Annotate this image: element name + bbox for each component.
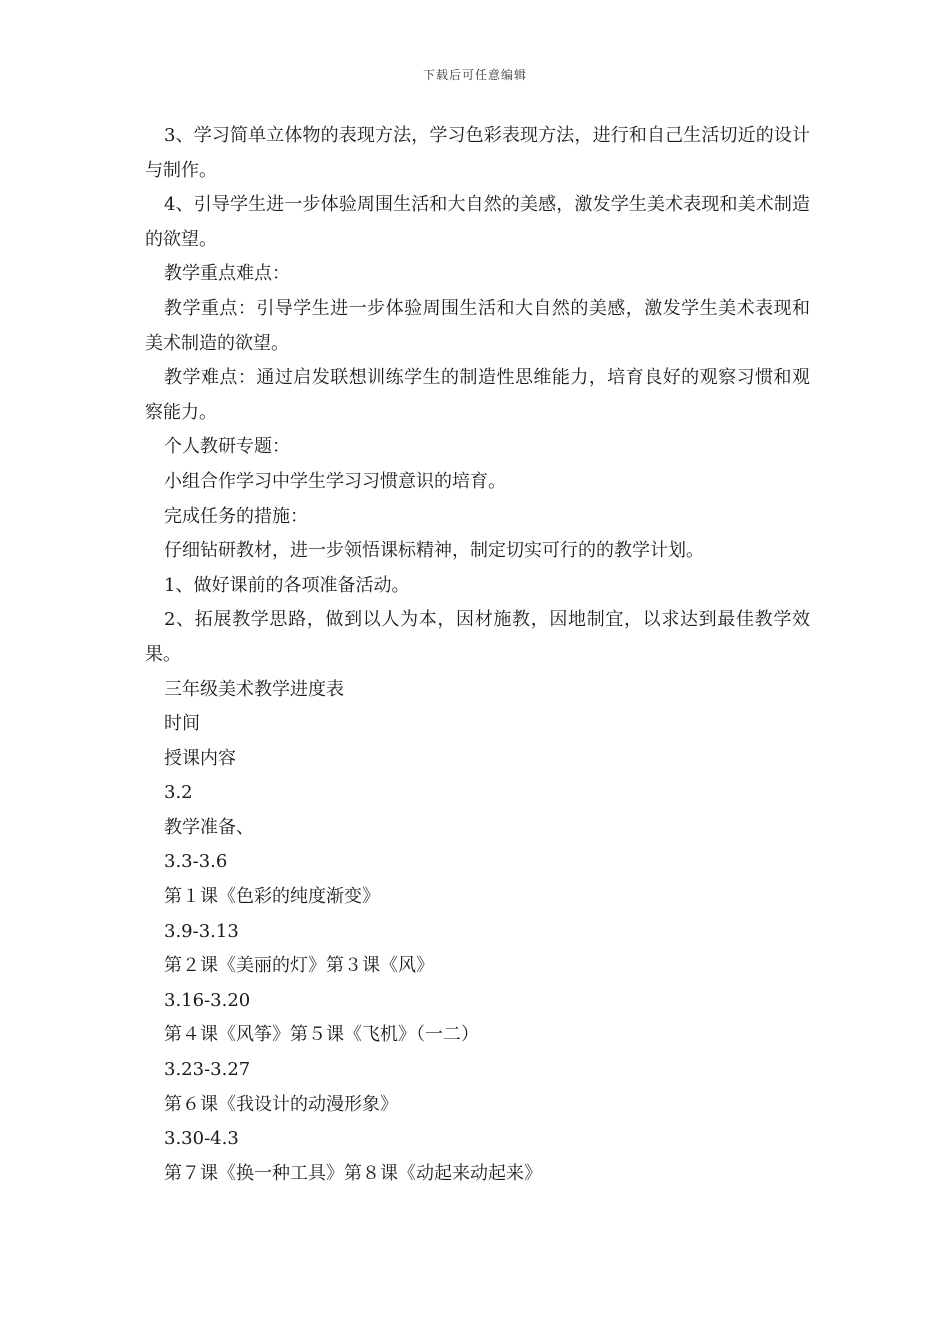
paragraph-measures-intro: 仔细钻研教材，进一步领悟课标精神，制定切实可行的的教学计划。 xyxy=(164,540,704,562)
schedule-content: 第２课《美丽的灯》第３课《风》 xyxy=(164,955,434,977)
heading-key-difficult-points: 教学重点难点： xyxy=(164,263,290,285)
paragraph-research-topic: 小组合作学习中学生学习习惯意识的培育。 xyxy=(164,470,506,492)
heading-research-topic: 个人教研专题： xyxy=(164,436,290,458)
schedule-content: 第７课《换一种工具》第８课《动起来动起来》 xyxy=(164,1162,542,1184)
schedule-content: 第１课《色彩的纯度渐变》 xyxy=(164,886,380,908)
schedule-content: 第４课《风筝》第５课《飞机》（一二） xyxy=(164,1024,479,1046)
schedule-header-time: 时间 xyxy=(164,713,200,735)
schedule-content: 第６课《我设计的动漫形象》 xyxy=(164,1093,398,1115)
schedule-content: 教学准备、 xyxy=(164,816,254,838)
schedule-time: 3.23-3.27 xyxy=(164,1059,251,1081)
paragraph-key-point: 教学重点：引导学生进一步体验周围生活和大自然的美感，激发学生美术表现和美术制造的欲望。 xyxy=(145,297,810,354)
paragraph-difficult-point: 教学难点：通过启发联想训练学生的制造性思维能力，培育良好的观察习惯和观察能力。 xyxy=(145,367,810,423)
paragraph-goal-4: 4、引导学生进一步体验周围生活和大自然的美感，激发学生美术表现和美术制造的欲望。 xyxy=(145,194,810,250)
schedule-time: 3.16-3.20 xyxy=(164,989,251,1011)
schedule-time: 3.2 xyxy=(164,782,193,804)
page-header: 下载后可任意编辑 xyxy=(422,68,527,82)
schedule-time: 3.9-3.13 xyxy=(164,920,239,942)
schedule-title: 三年级美术教学进度表 xyxy=(164,678,344,700)
document-body xyxy=(145,119,810,1191)
paragraph-measure-2: 2、拓展教学思路，做到以人为本，因材施教，因地制宜，以求达到最佳教学效果。 xyxy=(145,609,810,665)
heading-measures: 完成任务的措施： xyxy=(164,505,308,527)
schedule-header-content: 授课内容 xyxy=(164,747,236,769)
paragraph-goal-3: 3、学习简单立体物的表现方法，学习色彩表现方法，进行和自己生活切近的设计与制作。 xyxy=(145,125,810,181)
schedule-time: 3.30-4.3 xyxy=(164,1128,239,1150)
paragraph-measure-1: 1、做好课前的各项准备活动。 xyxy=(164,574,410,596)
schedule-time: 3.3-3.6 xyxy=(164,851,228,873)
